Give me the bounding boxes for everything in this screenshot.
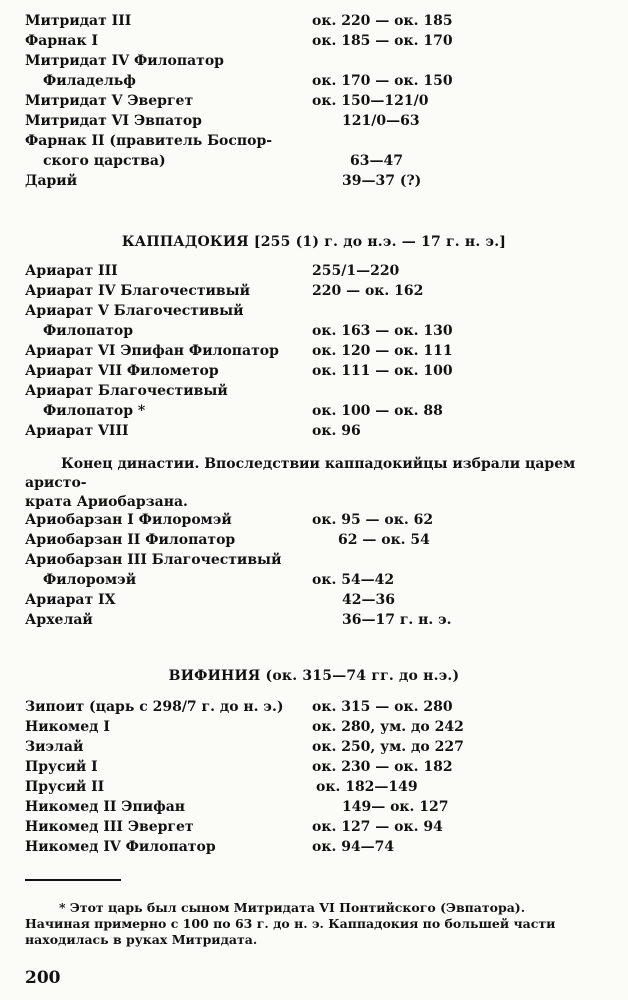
footnote-line-3: находилась в руках Митридата. [25,932,258,947]
cap-val-8: ок. 96 [312,423,361,439]
footnote-line-1: * Этот царь был сыном Митридата VI Понтийского (Эвпатора). [59,900,526,915]
cap-val-4: ок. 120 — ок. 111 [312,343,453,359]
cap-name-0: Ариарат III [25,263,118,279]
cap2-name-0: Ариобарзан I Филоромэй [25,512,232,528]
cap-val-0: 255/1—220 [312,263,400,279]
cap-name-3: Филопатор [43,323,133,339]
cap2-val-5: 36—17 г. н. э. [342,612,452,628]
bith-name-7: Никомед IV Филопатор [25,839,216,855]
pontus-name-1: Фарнак I [25,33,98,49]
pontus-name-6: Фарнак II (правитель Боспор- [25,133,273,149]
bith-val-3: ок. 230 — ок. 182 [312,759,453,775]
cap-name-7: Филопатор * [43,403,146,419]
cap-name-5: Ариарат VII Филометор [25,363,219,379]
cap2-name-5: Архелай [25,612,93,628]
bith-name-4: Прусий II [25,779,105,795]
page-number: 200 [25,968,61,988]
paragraph-line-2: крата Ариобарзана. [25,494,188,510]
bith-val-5: 149— ок. 127 [342,799,449,815]
footnote-rule [25,879,121,881]
pontus-val-4: ок. 150—121/0 [312,93,429,109]
footnote [25,900,603,948]
bith-name-2: Зиэлай [25,739,84,755]
pontus-val-8: 39—37 (?) [342,173,422,189]
pontus-val-0: ок. 220 — ок. 185 [312,13,453,29]
bith-val-0: ок. 315 — ок. 280 [312,699,453,715]
bith-name-5: Никомед II Эпифан [25,799,186,815]
cappadocia-heading: КАППАДОКИЯ [255 (1) г. до н.э. — 17 г. н. э.] [121,234,507,250]
cap2-name-3: Филоромэй [43,572,137,588]
pontus-val-5: 121/0—63 [342,113,420,129]
cap2-val-3: ок. 54—42 [312,572,395,588]
cap2-val-1: 62 — ок. 54 [338,532,430,548]
bithynia-heading: ВИФИНИЯ (ок. 315—74 гг. до н.э.) [168,668,460,684]
bith-name-1: Никомед I [25,719,110,735]
bith-val-1: ок. 280, ум. до 242 [312,719,464,735]
cap2-name-4: Ариарат IX [25,592,116,608]
cap-val-1: 220 — ок. 162 [312,283,424,299]
pontus-val-1: ок. 185 — ок. 170 [312,33,453,49]
cap2-name-2: Ариобарзан III Благочестивый [25,552,282,568]
cap2-val-4: 42—36 [342,592,395,608]
pontus-name-3: Филадельф [43,73,136,89]
footnote-line-2: Начиная примерно с 100 по 63 г. до н. э. Каппадокия по большей части [25,916,556,931]
cap2-name-1: Ариобарзан II Филопатор [25,532,236,548]
paragraph-line-1: Конец династии. Впоследствии каппадокийцы избрали царем аристо- [25,456,576,491]
cap-name-6: Ариарат Благочестивый [25,383,228,399]
pontus-val-7: 63—47 [350,153,403,169]
pontus-name-5: Митридат VI Эвпатор [25,113,202,129]
cap-val-5: ок. 111 — ок. 100 [312,363,453,379]
bith-name-0: Зипоит (царь с 298/7 г. до н. э.) [25,699,284,715]
bith-val-4: ок. 182—149 [316,779,418,795]
cap-name-2: Ариарат V Благочестивый [25,303,244,319]
pontus-name-4: Митридат V Эвергет [25,93,194,109]
bith-val-7: ок. 94—74 [312,839,395,855]
pontus-val-3: ок. 170 — ок. 150 [312,73,453,89]
cap2-val-0: ок. 95 — ок. 62 [312,512,434,528]
bith-val-2: ок. 250, ум. до 227 [312,739,464,755]
cap-val-3: ок. 163 — ок. 130 [312,323,453,339]
pontus-name-8: Дарий [25,173,78,189]
pontus-name-7: ского царства) [43,153,166,169]
cap-name-8: Ариарат VIII [25,423,129,439]
bith-name-3: Прусий I [25,759,98,775]
cap-name-1: Ариарат IV Благочестивый [25,283,251,299]
pontus-name-2: Митридат IV Филопатор [25,53,224,69]
bith-val-6: ок. 127 — ок. 94 [312,819,443,835]
bith-name-6: Никомед III Эвергет [25,819,194,835]
cap-name-4: Ариарат VI Эпифан Филопатор [25,343,279,359]
cap-val-7: ок. 100 — ок. 88 [312,403,443,419]
dynasty-end-paragraph [25,455,603,512]
pontus-name-0: Митридат III [25,13,132,29]
